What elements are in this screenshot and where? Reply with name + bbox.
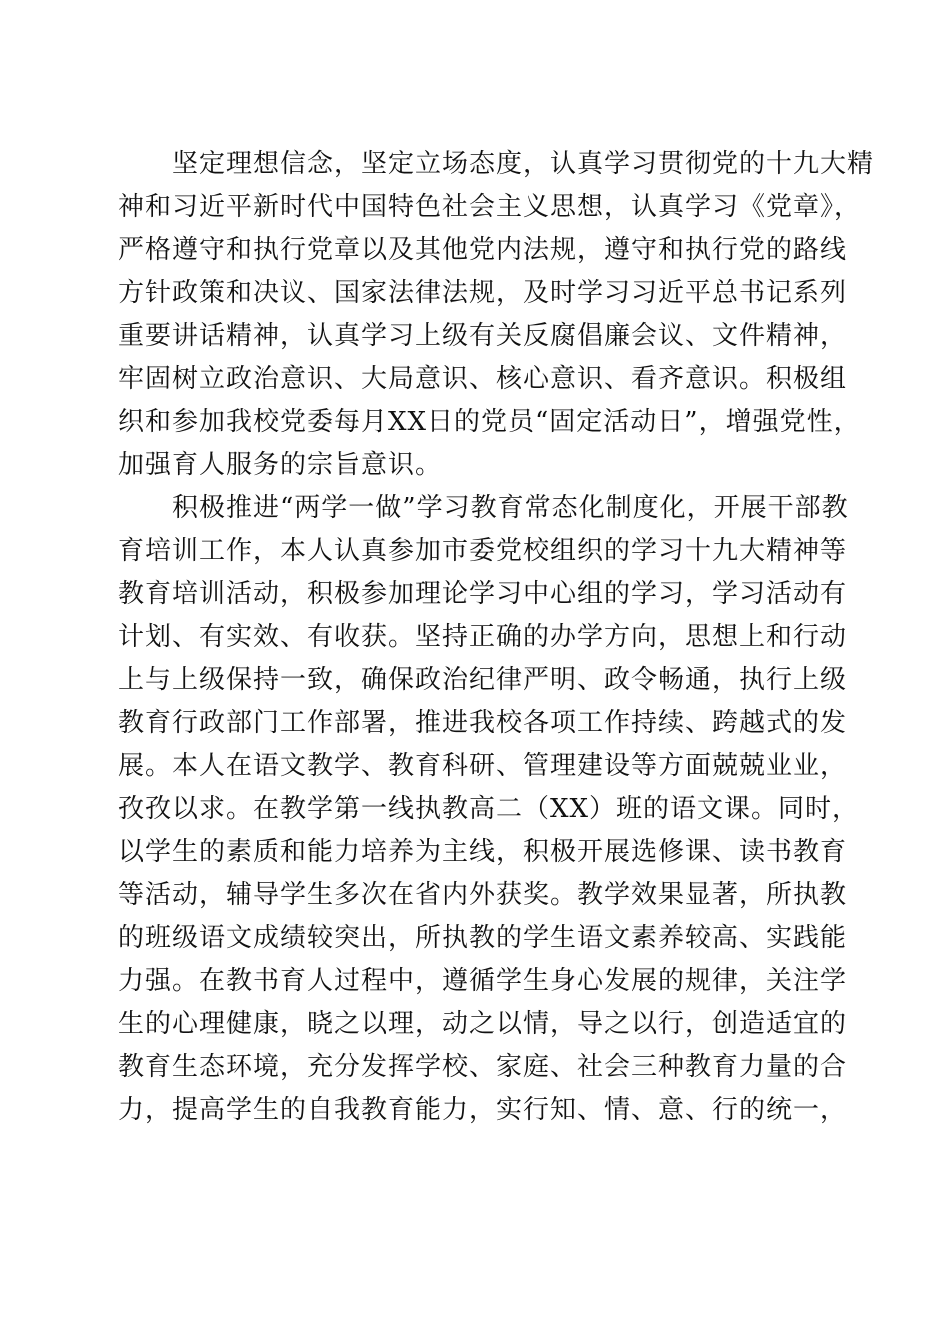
paragraph-1 <box>118 143 875 487</box>
text-line: 教育培训活动，积极参加理论学习中心组的学习，学习活动有 <box>118 579 848 609</box>
text-line: 等活动，辅导学生多次在省内外获奖。教学效果显著，所执教 <box>118 880 848 910</box>
text-line: 生的心理健康，晓之以理，动之以情，导之以行，创造适宜的 <box>118 1009 848 1039</box>
paragraph-2 <box>118 487 860 1132</box>
text-line: 方针政策和决议、国家法律法规，及时学习习近平总书记系列 <box>118 278 848 308</box>
text-line: 教育生态环境，充分发挥学校、家庭、社会三种教育力量的合 <box>118 1052 848 1082</box>
text-line: 计划、有实效、有收获。坚持正确的办学方向，思想上和行动 <box>118 622 848 652</box>
text-line: 孜孜以求。在教学第一线执教高二（XX）班的语文课。同时， <box>118 794 860 824</box>
text-line: 加强育人服务的宗旨意识。 <box>118 450 443 480</box>
text-line: 以学生的素质和能力培养为主线，积极开展选修课、读书教育 <box>118 837 848 867</box>
document-body <box>118 143 875 1132</box>
text-line: 牢固树立政治意识、大局意识、核心意识、看齐意识。积极组 <box>118 364 848 394</box>
text-line: 力强。在教书育人过程中，遵循学生身心发展的规律，关注学 <box>118 966 848 996</box>
text-line: 展。本人在语文教学、教育科研、管理建设等方面兢兢业业， <box>118 751 848 781</box>
text-line: 神和习近平新时代中国特色社会主义思想，认真学习《党章》， <box>118 192 862 222</box>
text-line: 重要讲话精神，认真学习上级有关反腐倡廉会议、文件精神， <box>118 321 848 351</box>
text-line: 教育行政部门工作部署，推进我校各项工作持续、跨越式的发 <box>118 708 848 738</box>
text-line: 织和参加我校党委每月XX日的党员“固定活动日”，增强党性， <box>118 407 861 437</box>
text-line: 的班级语文成绩较突出，所执教的学生语文素养较高、实践能 <box>118 923 848 953</box>
text-line: 育培训工作，本人认真参加市委党校组织的学习十九大精神等 <box>118 536 848 566</box>
text-line: 上与上级保持一致，确保政治纪律严明、政令畅通，执行上级 <box>118 665 848 695</box>
text-line: 坚定理想信念，坚定立场态度，认真学习贯彻党的十九大精 <box>118 149 875 179</box>
text-line: 力，提高学生的自我教育能力，实行知、情、意、行的统一， <box>118 1095 848 1125</box>
text-line: 严格遵守和执行党章以及其他党内法规，遵守和执行党的路线 <box>118 235 848 265</box>
text-line: 积极推进“两学一做”学习教育常态化制度化，开展干部教 <box>118 493 849 523</box>
